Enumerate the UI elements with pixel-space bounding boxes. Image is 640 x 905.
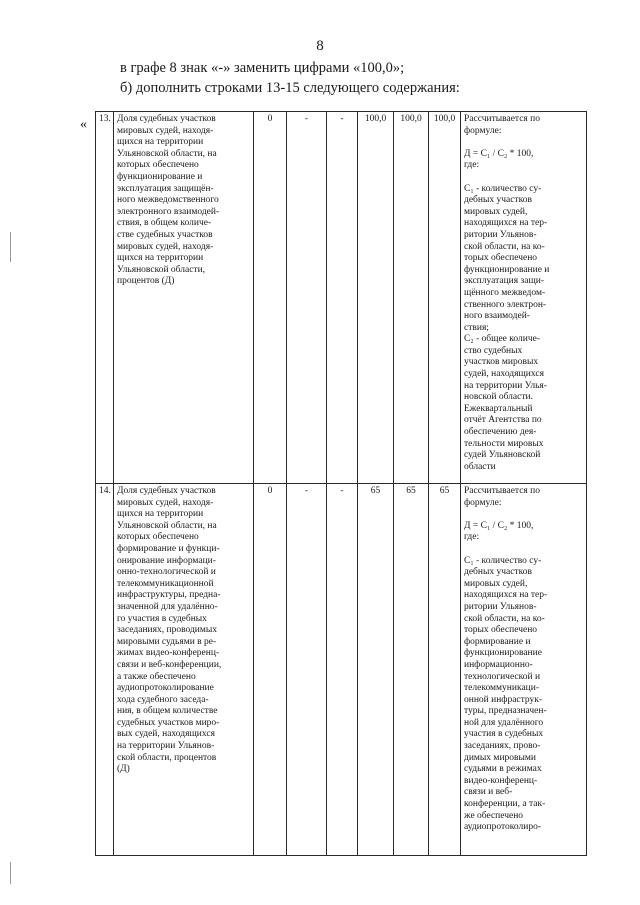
indicator-name	[114, 484, 254, 856]
name-line: функционирование и	[117, 171, 203, 182]
formula-line: туры, предназначен-	[464, 706, 547, 717]
formula-line: формуле:	[464, 125, 502, 136]
name-line: ской области, процентов	[117, 752, 217, 763]
formula-line: обеспечению дея-	[464, 427, 537, 438]
formula-line: ритории Ульянов-	[464, 229, 537, 240]
formula-line: телекоммуникаци-	[464, 683, 539, 694]
value-cell: -	[287, 484, 327, 856]
value-cell: 0	[254, 484, 287, 856]
formula-line: судей, находящихся	[464, 369, 544, 380]
formula-line: связи и веб-	[464, 787, 513, 798]
formula-line	[464, 172, 583, 184]
formula-line: Рассчитывается по	[464, 114, 540, 124]
formula-line: эксплуатация защи-	[464, 276, 545, 287]
formula-line: видео-конференц-	[464, 775, 538, 786]
table-row	[96, 112, 587, 484]
value-cell: 65	[394, 484, 429, 856]
value-cell: 100,0	[394, 112, 429, 484]
table-body	[96, 112, 587, 856]
name-line: судебных участков миро-	[117, 717, 220, 728]
formula-line: ного взаимодей-	[464, 311, 530, 322]
name-line: мировых судей, находя-	[117, 125, 214, 136]
formula-line: С₂ - общее количе-	[464, 334, 541, 345]
value-cell: 0	[254, 112, 287, 484]
formula-line: ственного электрон-	[464, 299, 547, 310]
formula-line: находящихся на тер-	[464, 218, 548, 229]
name-line: аудиопротоколирование	[117, 683, 214, 694]
name-line: инфраструктуры, предна-	[117, 590, 221, 601]
name-line: а также обеспечено	[117, 671, 196, 682]
formula-line	[464, 544, 583, 556]
formula-line: щённого межведом-	[464, 287, 546, 298]
name-line: мировых судей, находя-	[117, 241, 214, 252]
name-line: стве судебных участков	[117, 229, 213, 240]
formula-line: торых обеспечено	[464, 253, 538, 264]
opening-quote: «	[80, 117, 87, 132]
calculation-method	[461, 112, 587, 484]
formula-line: ритории Ульянов-	[464, 601, 537, 612]
formula-line: Рассчитывается по	[464, 486, 540, 496]
formula-line: участия в судебных	[464, 729, 544, 740]
name-line: Доля судебных участков	[117, 486, 216, 496]
name-line: онирование информаци-	[117, 555, 216, 566]
formula-line: Ежеквартальный	[464, 403, 533, 414]
formula-line: функционирование и	[464, 264, 550, 275]
formula-line: заседаниях, прово-	[464, 741, 541, 752]
value-cell: 65	[429, 484, 461, 856]
formula-line: где:	[464, 160, 480, 171]
name-line: которых обеспечено	[117, 160, 199, 171]
value-cell: -	[287, 112, 327, 484]
name-line: мировыми судьями в ре-	[117, 636, 217, 647]
name-line: ния, в общем количестве	[117, 706, 218, 717]
formula-line: дебных участков	[464, 195, 532, 206]
formula-line	[464, 509, 583, 521]
name-line: Доля судебных участков	[117, 114, 216, 124]
name-line: электронного взаимодей-	[117, 206, 220, 217]
name-line: телекоммуникационной	[117, 578, 214, 589]
row-number: 13.	[96, 112, 114, 484]
formula-line: где:	[464, 532, 480, 543]
table-row	[96, 484, 587, 856]
formula-line: мировых судей,	[464, 206, 528, 217]
formula-line: аудиопротоколиро-	[464, 822, 542, 833]
name-line: щихся на территории	[117, 253, 204, 264]
formula-line: онной инфраструк-	[464, 694, 543, 705]
formula-line: информационно-	[464, 659, 533, 670]
margin-mark	[10, 232, 11, 262]
row-number: 14.	[96, 484, 114, 856]
margin-mark	[10, 862, 11, 884]
formula-line: конференции, а так-	[464, 799, 546, 810]
name-line: вых судей, находящихся	[117, 729, 215, 740]
formula-line: ство судебных	[464, 345, 523, 356]
intro-line-2: б) дополнить строками 13-15 следующего содержания:	[120, 80, 460, 96]
value-cell: -	[327, 484, 358, 856]
formula-line: участков мировых	[464, 357, 539, 368]
name-line: щихся на территории	[117, 509, 204, 520]
name-line: связи и веб-конференции,	[117, 659, 222, 670]
formula-line: находящихся на тер-	[464, 590, 548, 601]
formula-line: дебных участков	[464, 567, 532, 578]
formula-line: ской области, на ко-	[464, 613, 545, 624]
formula-line: С₁ - количество су-	[464, 183, 542, 194]
formula-line: димых мировыми	[464, 752, 536, 763]
formula-line: функционирование	[464, 648, 542, 659]
name-line: заседаниях, проводимых	[117, 625, 218, 636]
formula-line: тельности мировых	[464, 438, 544, 449]
formula-line: Д = С₁ / С₂ * 100,	[464, 148, 534, 159]
formula-line: формуле:	[464, 497, 502, 508]
name-line: Ульяновской области,	[117, 264, 206, 275]
name-line: жимах видео-конференц-	[117, 648, 220, 659]
name-line: онно-технологической и	[117, 567, 216, 578]
formula-line: торых обеспечено	[464, 625, 538, 636]
name-line: Ульяновской области, на	[117, 148, 217, 159]
name-line: эксплуатация защищён-	[117, 183, 214, 194]
name-line: щихся на территории	[117, 137, 204, 148]
name-line: го участия в судебных	[117, 613, 207, 624]
calculation-method	[461, 484, 587, 856]
value-cell: 65	[358, 484, 394, 856]
formula-line: на территории Улья-	[464, 380, 547, 391]
formula-line: области	[464, 461, 496, 472]
formula-line: новской области.	[464, 392, 533, 403]
value-cell: 100,0	[358, 112, 394, 484]
name-line: Ульяновской области, на	[117, 520, 217, 531]
intro-line-1: в графе 8 знак «-» заменить цифрами «100,0»;	[120, 60, 405, 76]
formula-line: мировых судей,	[464, 578, 528, 589]
value-cell: 100,0	[429, 112, 461, 484]
formula-line: отчёт Агентства по	[464, 415, 542, 426]
name-line: на территории Ульянов-	[117, 741, 215, 752]
formula-line: судей Ульяновской	[464, 450, 541, 461]
formula-line: С₁ - количество су-	[464, 555, 542, 566]
value-cell: -	[327, 112, 358, 484]
formula-line: ской области, на ко-	[464, 241, 545, 252]
name-line: ствия, в общем количе-	[117, 218, 212, 229]
name-line: хода судебного заседа-	[117, 694, 209, 705]
name-line: процентов (Д)	[117, 276, 175, 287]
name-line: мировых судей, находя-	[117, 497, 214, 508]
name-line: формирование и функци-	[117, 543, 220, 554]
formula-line: ной для удалённого	[464, 717, 544, 728]
formula-line	[464, 137, 583, 149]
formula-line: Д = С₁ / С₂ * 100,	[464, 520, 534, 531]
name-line: ного межведомственного	[117, 195, 219, 206]
formula-line: судьями в режимах	[464, 764, 542, 775]
formula-line: технологической и	[464, 671, 541, 682]
formula-line: формирование и	[464, 636, 531, 647]
page-number: 8	[316, 38, 324, 54]
indicator-name	[114, 112, 254, 484]
formula-line: ствия;	[464, 322, 489, 333]
formula-line: же обеспечено	[464, 810, 524, 821]
indicators-table	[95, 111, 587, 856]
name-line: (Д)	[117, 764, 130, 775]
name-line: значенной для удалённо-	[117, 601, 218, 612]
name-line: которых обеспечено	[117, 532, 199, 543]
